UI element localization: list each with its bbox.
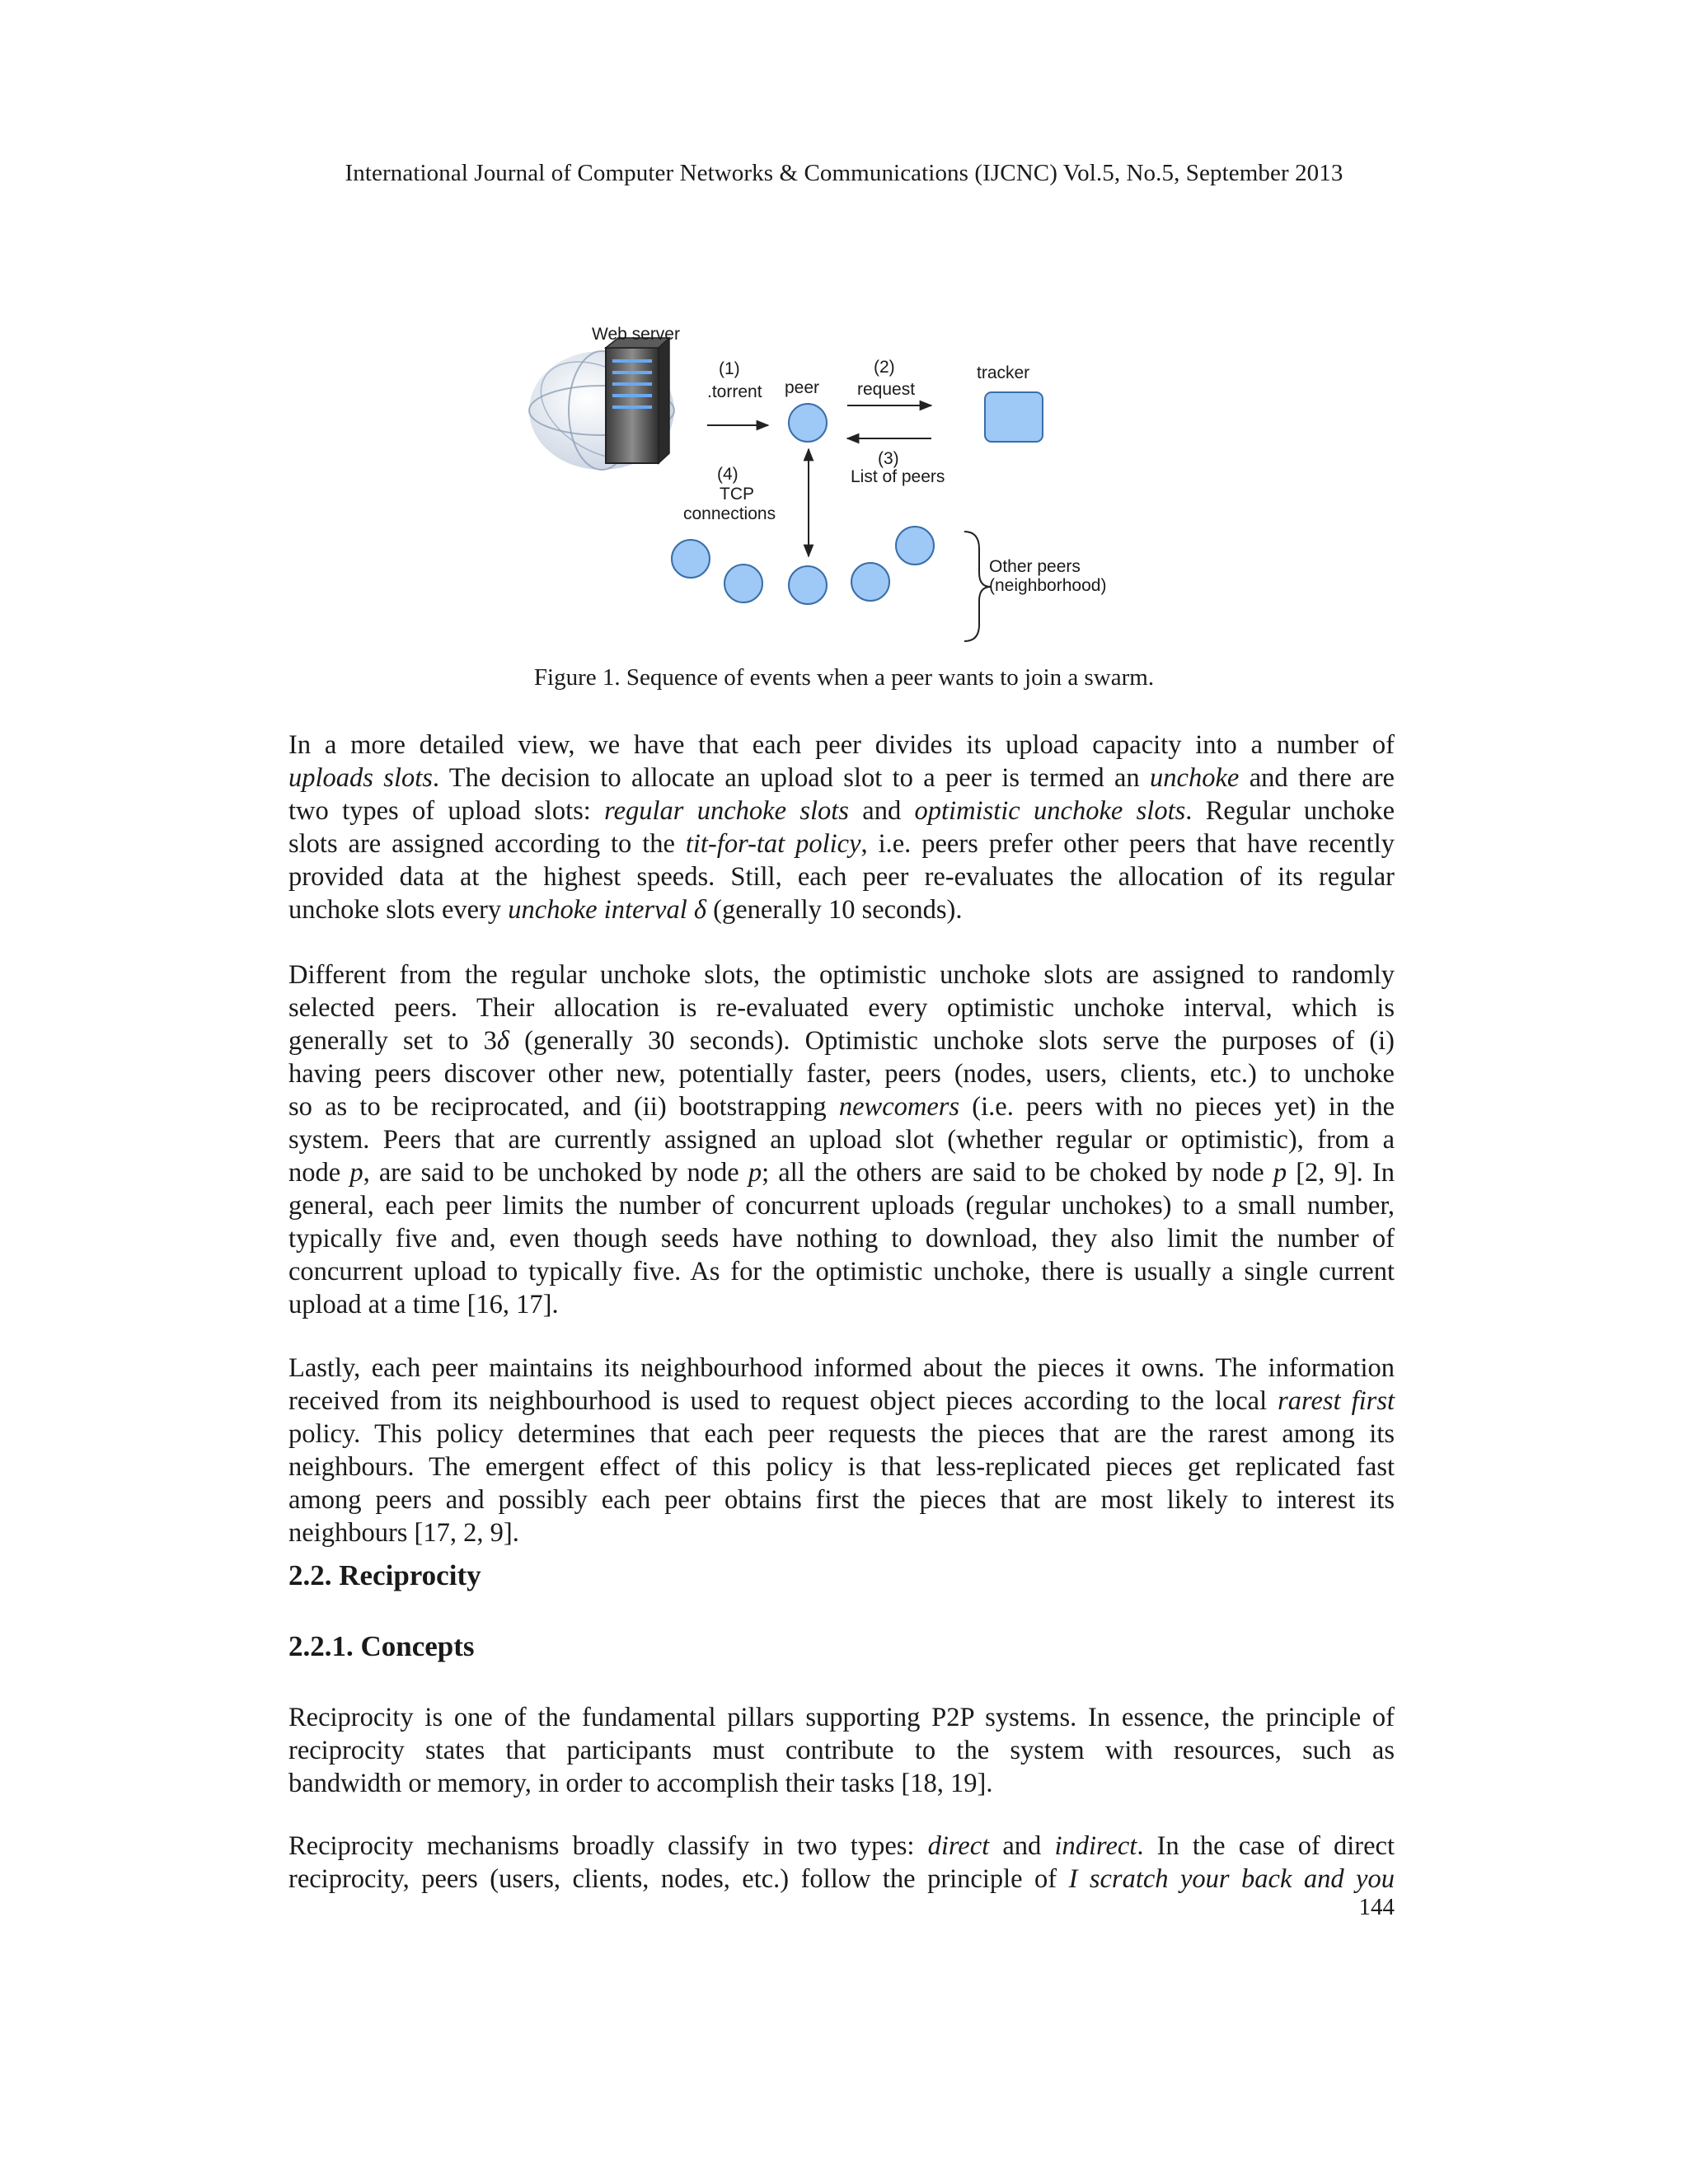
- figure-caption: Figure 1. Sequence of events when a peer wants to join a swarm.: [533, 664, 1155, 691]
- label-step2-text: request: [857, 380, 916, 399]
- label-peer: peer: [785, 378, 820, 397]
- heading-concepts: 2.2.1. Concepts: [288, 1630, 475, 1662]
- label-step3-num: (3): [878, 449, 899, 468]
- page-number: 144: [1358, 1894, 1395, 1920]
- label-other-peers: Other peers: [989, 557, 1081, 576]
- label-step2-num: (2): [874, 358, 895, 377]
- text-line: reciprocity states that participants must contribute to the system with resources, such as: [288, 1736, 1395, 1765]
- text-line: among peers and possibly each peer obtains first the pieces that are most likely to interest its: [288, 1485, 1395, 1515]
- text-line: selected peers. Their allocation is re-evaluated every optimistic unchoke interval, which is: [288, 993, 1395, 1023]
- text-line: provided data at the highest speeds. Still, each peer re-evaluates the allocation of its regular: [288, 862, 1395, 892]
- running-header: International Journal of Computer Networks & Communications (IJCNC) Vol.5, No.5, September 2013: [345, 160, 1343, 186]
- neighbor-peer-node: [724, 565, 762, 602]
- text-line: Different from the regular unchoke slots, the optimistic unchoke slots are assigned to randomly: [288, 960, 1395, 990]
- text-line: upload at a time [16, 17].: [288, 1290, 559, 1319]
- text-line: neighbours. The emergent effect of this policy is that less-replicated pieces get replicated fast: [288, 1452, 1395, 1482]
- paragraph-upload-slots: [288, 729, 1395, 926]
- label-tracker: tracker: [977, 363, 1030, 382]
- heading-reciprocity: 2.2. Reciprocity: [288, 1559, 481, 1591]
- neighbor-peer-node: [896, 527, 934, 565]
- text-line: unchoke slots every unchoke interval δ (generally 10 seconds).: [288, 895, 963, 925]
- text-line: system. Peers that are currently assigned an upload slot (whether regular or optimistic), from a: [288, 1125, 1395, 1155]
- text-line: neighbours [17, 2, 9].: [288, 1518, 519, 1548]
- section-heading: [288, 1559, 1395, 1592]
- text-line: having peers discover other new, potentially faster, peers (nodes, users, clients, etc.) to unchoke: [288, 1059, 1395, 1089]
- text-line: so as to be reciprocated, and (ii) bootstrapping newcomers (i.e. peers with no pieces yet) in the: [288, 1092, 1395, 1122]
- text-line: reciprocity, peers (users, clients, nodes, etc.) follow the principle of I scratch your back and you: [288, 1864, 1395, 1894]
- text-line: two types of upload slots: regular unchoke slots and optimistic unchoke slots. Regular unchoke: [288, 796, 1395, 826]
- label-step1-text: .torrent: [707, 382, 762, 401]
- text-line: bandwidth or memory, in order to accomplish their tasks [18, 19].: [288, 1769, 993, 1798]
- neighbor-peer-node: [672, 540, 710, 578]
- text-line: Reciprocity is one of the fundamental pillars supporting P2P systems. In essence, the principle of: [288, 1703, 1395, 1732]
- paragraph-optimistic-unchoke: [288, 958, 1395, 1321]
- label-step4-text1: TCP: [720, 485, 754, 504]
- text-line: general, each peer limits the number of concurrent uploads (regular unchokes) to a small number,: [288, 1191, 1395, 1221]
- label-neighborhood: (neighborhood): [989, 576, 1107, 595]
- text-line: node p, are said to be unchoked by node p; all the others are said to be choked by node p [2, 9]. In: [288, 1158, 1395, 1188]
- text-line: Reciprocity mechanisms broadly classify in two types: direct and indirect. In the case of direct: [288, 1831, 1395, 1861]
- label-step4-text2: connections: [683, 504, 776, 523]
- subsection-heading: [288, 1630, 1395, 1663]
- text-line: typically five and, even though seeds have nothing to download, they also limit the number of: [288, 1224, 1395, 1254]
- figure-diagram: [528, 305, 1179, 643]
- label-step4-num: (4): [717, 465, 738, 484]
- neighbor-peer-node: [851, 563, 889, 601]
- neighbor-peer-node: [789, 566, 827, 604]
- paragraph-rarest-first: [288, 1352, 1395, 1549]
- text-line: uploads slots. The decision to allocate an upload slot to a peer is termed an unchoke and there are: [288, 763, 1395, 793]
- text-line: slots are assigned according to the tit-for-tat policy, i.e. peers prefer other peers that have recently: [288, 829, 1395, 859]
- text-line: policy. This policy determines that each peer requests the pieces that are the rarest among its: [288, 1419, 1395, 1449]
- label-step1-num: (1): [719, 359, 740, 378]
- text-line: generally set to 3δ (generally 30 seconds). Optimistic unchoke slots serve the purposes of (i): [288, 1026, 1395, 1056]
- text-line: In a more detailed view, we have that each peer divides its upload capacity into a number of: [288, 730, 1395, 760]
- figure-swarm-join: [528, 305, 1179, 643]
- tracker-node: [985, 392, 1043, 442]
- peer-node: [789, 404, 827, 442]
- paragraph-reciprocity-types: [288, 1830, 1395, 1896]
- label-step3-text: List of peers: [851, 467, 945, 486]
- text-line: concurrent upload to typically five. As for the optimistic unchoke, there is usually a single current: [288, 1257, 1395, 1286]
- neighborhood-brace: [964, 532, 991, 641]
- label-web-server: Web server: [592, 325, 680, 344]
- text-line: received from its neighbourhood is used to request object pieces according to the local rarest first: [288, 1386, 1395, 1416]
- web-server-icon: [528, 338, 679, 479]
- text-line: Lastly, each peer maintains its neighbourhood informed about the pieces it owns. The information: [288, 1353, 1395, 1383]
- paragraph-reciprocity-definition: [288, 1701, 1395, 1800]
